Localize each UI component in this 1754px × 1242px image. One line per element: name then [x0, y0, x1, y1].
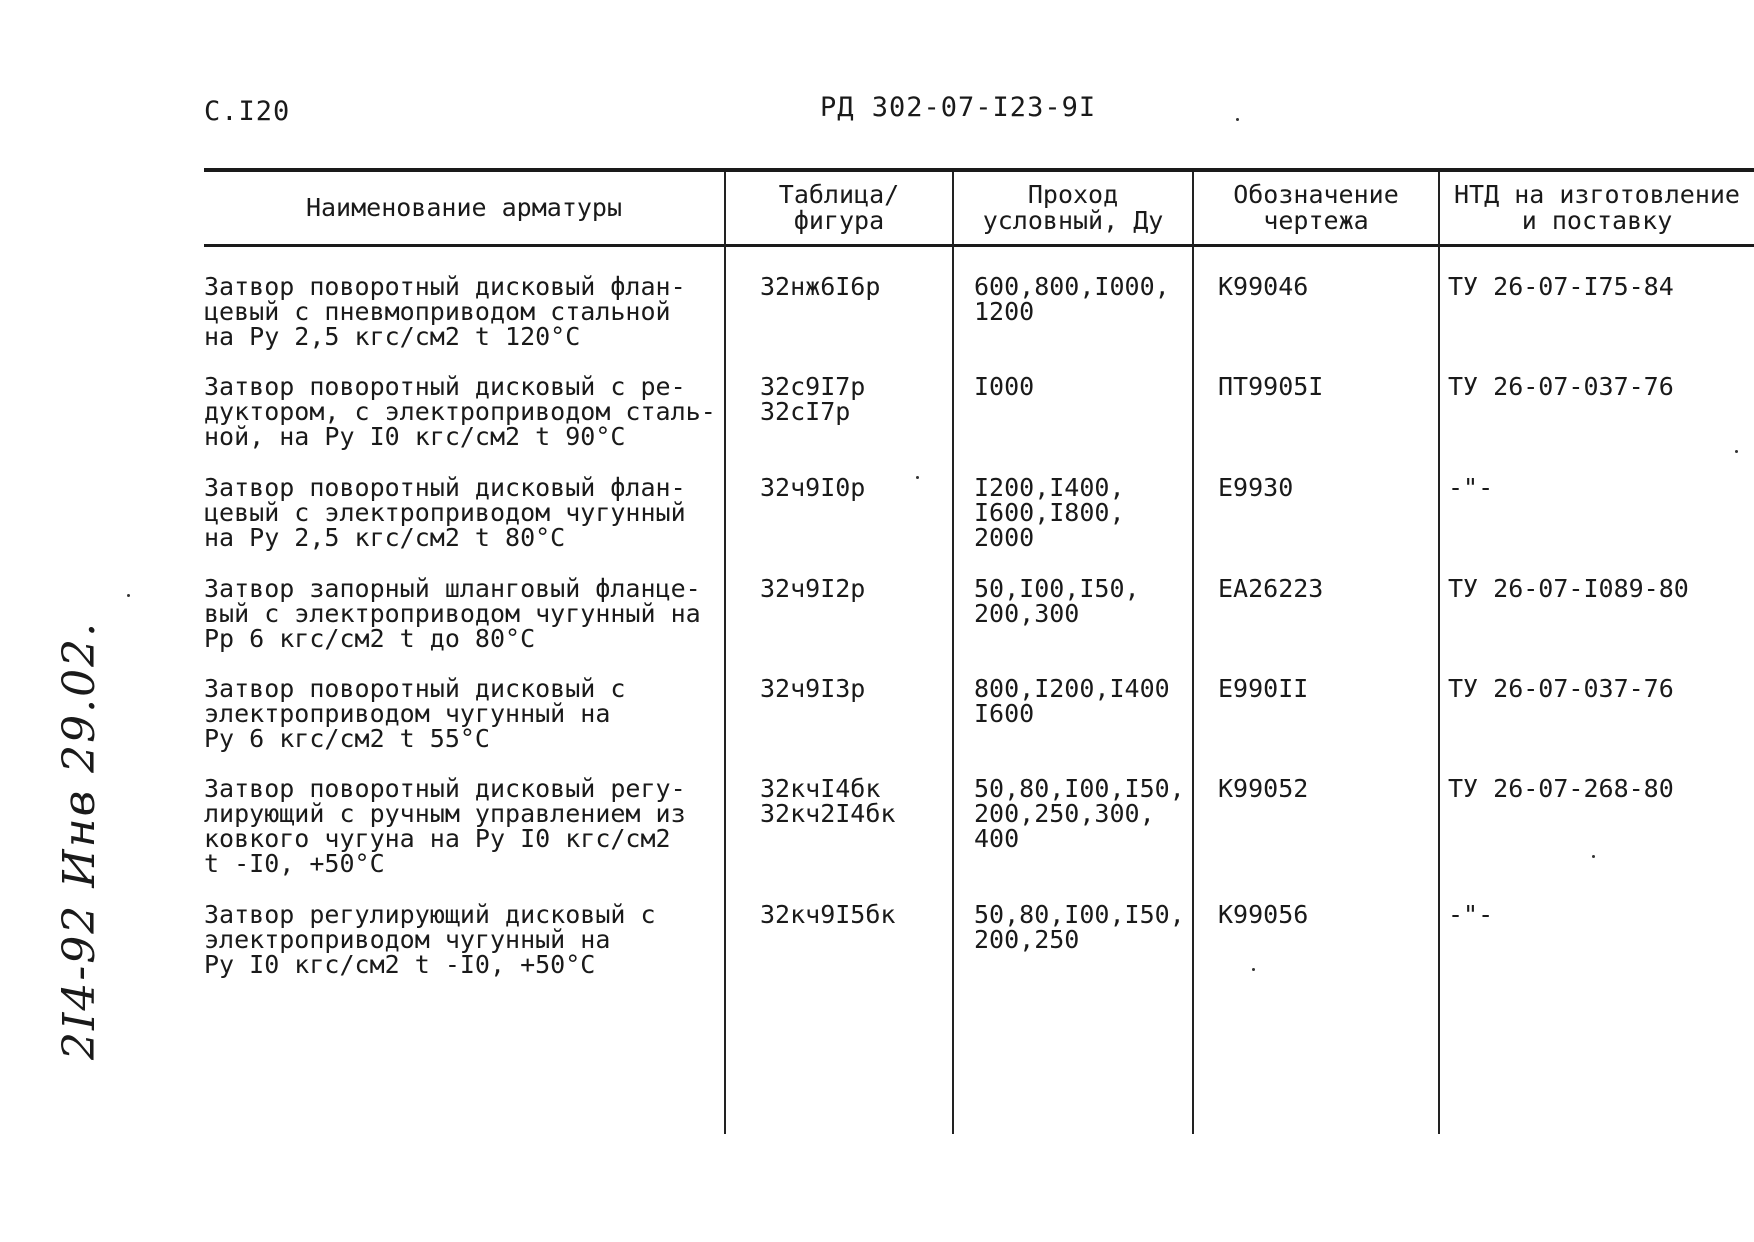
cell-figure: 32ч9I0р [760, 473, 866, 502]
cell-drawing: ЕА26223 [1218, 574, 1324, 603]
cell-figure: 32кч9I5бк [760, 900, 896, 929]
cell-name: Затвор поворотный дисковый регу- лирующий с ручным управлением из ковкого чугуна на Ру I0 кгс/см2 t -I0, +50°С [204, 774, 686, 878]
document-code: РД 302-07-I23-9I [820, 92, 1097, 123]
cell-name: Затвор поворотный дисковый флан- цевый с пневмоприводом стальной на Ру 2,5 кгс/см2 t 120°С [204, 272, 686, 351]
column-header-ntd: НТД на изготовление и поставку [1454, 180, 1740, 235]
cell-dn: 50,80,I00,I50, 200,250 [974, 900, 1185, 954]
cell-name: Затвор поворотный дисковый флан- цевый с электроприводом чугунный на Ру 2,5 кгс/см2 t 80°С [204, 473, 686, 552]
table-top-rule [204, 168, 1754, 172]
cell-ntd: ТУ 26-07-037-76 [1448, 372, 1674, 401]
cell-drawing: Е9930 [1218, 473, 1294, 502]
cell-ntd: ТУ 26-07-I75-84 [1448, 272, 1674, 301]
table-header-rule [204, 244, 1754, 247]
cell-dn: I000 [974, 372, 1035, 401]
cell-dn: 600,800,I000, 1200 [974, 272, 1170, 326]
column-divider [724, 172, 726, 1134]
speck [1236, 118, 1239, 121]
cell-figure: 32кчI4бк 32кч2I4бк [760, 774, 896, 828]
cell-figure: 32ч9I3р [760, 674, 866, 703]
cell-dn: 800,I200,I400 I600 [974, 674, 1170, 728]
cell-figure: 32ч9I2р [760, 574, 866, 603]
cell-drawing: К99056 [1218, 900, 1309, 929]
column-header-name: Наименование арматуры [305, 193, 623, 222]
column-header-dn: Проход условный, Ду [982, 180, 1164, 235]
cell-name: Затвор регулирующий дисковый с электроприводом чугунный на Ру I0 кгс/см2 t -I0, +50°С [204, 900, 656, 979]
cell-drawing: К99052 [1218, 774, 1309, 803]
cell-drawing: К99046 [1218, 272, 1309, 301]
valve-table [204, 168, 1754, 1138]
cell-ntd: -"- [1448, 473, 1494, 502]
page-number: С.I20 [204, 96, 291, 127]
cell-name: Затвор поворотный дисковый с электроприводом чугунный на Ру 6 кгс/см2 t 55°С [204, 674, 626, 753]
cell-ntd: ТУ 26-07-268-80 [1448, 774, 1674, 803]
margin-stamp: 2I4-92 Инв 29.02. [54, 620, 105, 1060]
cell-name: Затвор запорный шланговый фланце- вый с электроприводом чугунный на Рр 6 кгс/см2 t до 80°С [204, 574, 701, 653]
cell-figure: 32с9I7р 32сI7р [760, 372, 866, 426]
cell-dn: I200,I400, I600,I800, 2000 [974, 473, 1125, 552]
cell-ntd: ТУ 26-07-I089-80 [1448, 574, 1689, 603]
column-divider [1438, 172, 1440, 1134]
column-divider [952, 172, 954, 1134]
cell-drawing: ПТ9905I [1218, 372, 1324, 401]
cell-figure: 32нж6I6р [760, 272, 881, 301]
column-header-drawing: Обозначение чертежа [1233, 180, 1399, 235]
cell-ntd: -"- [1448, 900, 1494, 929]
cell-ntd: ТУ 26-07-037-76 [1448, 674, 1674, 703]
cell-name: Затвор поворотный дисковый с ре- дуктором, с электроприводом сталь- ной, на Ру I0 кгс/см2 t 90°С [204, 372, 716, 451]
cell-dn: 50,80,I00,I50, 200,250,300, 400 [974, 774, 1185, 853]
cell-dn: 50,I00,I50, 200,300 [974, 574, 1140, 628]
column-divider [1192, 172, 1194, 1134]
cell-drawing: Е990II [1218, 674, 1309, 703]
column-header-figure: Таблица/ фигура [778, 180, 900, 235]
speck [127, 594, 130, 597]
